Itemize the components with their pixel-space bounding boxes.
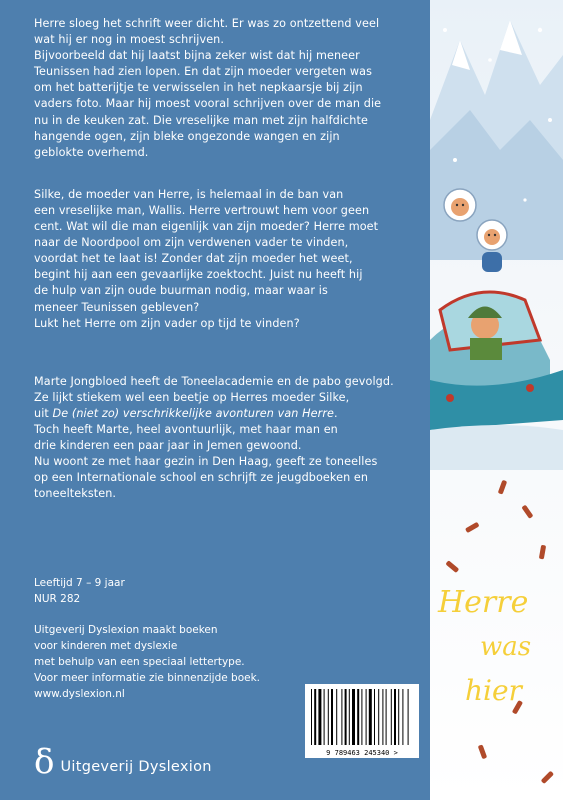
- age-range: Leeftijd 7 – 9 jaar: [34, 577, 125, 589]
- barcode-bar: [382, 689, 383, 745]
- eskimo-child-1: [444, 189, 476, 221]
- publisher-logo: [34, 742, 212, 782]
- barcode-bar: [349, 689, 350, 745]
- barcode-bar: [331, 689, 333, 745]
- delta-logo-icon: δ: [34, 742, 55, 782]
- summary-paragraph: Silke, de moeder van Herre, is helemaal in de ban van een vreselijke man, Wallis. Herre vertrouwt hem voor geen cent. Wat wil die man eigenlijk van zijn moeder? Herre moet naar de Noordpool om zijn verdwenen vader te vinden, voordat het te laat is! Zonder dat zijn moeder het weet, begint hij aan een gevaarlijke zoektocht. Juist nu heeft hij de hulp van zijn oude buurman nodig, maar waar is meneer Teunissen gebleven? Lukt het Herre om zijn vader op tijd te vinden?: [34, 187, 379, 330]
- barcode-bar: [341, 689, 342, 745]
- bio-line-1: Marte Jongbloed heeft de Toneelacademie en de pabo gevolgd.: [34, 374, 394, 388]
- publisher-info: Uitgeverij Dyslexion maakt boeken voor kinderen met dyslexie met behulp van een speciaal lettertype. Voor meer informatie zie binnenzijde boek. www.dyslexion.nl: [34, 624, 261, 700]
- barcode-graphic: [305, 684, 419, 758]
- barcode-bar: [394, 689, 396, 745]
- handwriting-word-3: hier: [465, 674, 522, 707]
- barcode-bar: [366, 689, 367, 745]
- illustration-graphic: [430, 0, 563, 800]
- handwriting-word-2: was: [480, 632, 532, 662]
- barcode-bar: [398, 689, 399, 745]
- nur-code: NUR 282: [34, 593, 81, 605]
- bio-line-2: Ze lijkt stiekem wel een beetje op Herres moeder Silke,: [34, 390, 350, 404]
- isbn-number: 9 789463 245340 >: [326, 749, 398, 757]
- bio-rest: Toch heeft Marte, heel avontuurlijk, met haar man en drie kinderen een paar jaar in Jemen gewoond. Nu woont ze met haar gezin in Den Haag, geeft ze toneelles op een Internationale school en schrijft ze jeugdboeken en toneelteksten.: [34, 422, 378, 501]
- bio-prefix: uit: [34, 406, 53, 420]
- isbn-barcode: [305, 684, 419, 758]
- barcode-bar: [328, 689, 329, 745]
- barcode-bar: [402, 689, 403, 745]
- barcode-bar: [378, 689, 379, 745]
- barcode-bar: [352, 689, 355, 745]
- barcode-bar: [357, 689, 359, 745]
- cover-illustration: [430, 0, 563, 800]
- publisher-name: Uitgeverij Dyslexion: [60, 759, 212, 775]
- back-cover-text: [34, 16, 422, 502]
- barcode-bar: [324, 689, 325, 745]
- bio-suffix: .: [334, 406, 338, 420]
- barcode-bar: [361, 689, 362, 745]
- book-title: De (niet zo) verschrikkelijke avonturen van Herre: [52, 406, 335, 420]
- barcode-bar: [336, 689, 337, 745]
- author-bio: [34, 374, 422, 503]
- barcode-bar: [314, 689, 316, 745]
- barcode-bar: [369, 689, 372, 745]
- barcode-bar: [311, 689, 312, 745]
- excerpt-paragraph: Herre sloeg het schrift weer dicht. Er was zo ontzettend veel wat hij er nog in moest schrijven. Bijvoorbeeld dat hij laatst bijna zeker wist dat hij meneer Teunissen had zien lopen. En dat zijn moeder vergeten was om het batterijtje te verwisselen in het nepkaarsje bij zijn vaders foto. Maar hij moest vooral schrijven over de man die nu in de keuken zat. Die vreselijke man met zijn halfdichte hangende ogen, zijn bleke ongezonde wangen en zijn geblokte overhemd.: [34, 17, 382, 159]
- barcode-bar: [318, 689, 321, 745]
- age-info: [34, 575, 125, 607]
- barcode-bar: [391, 689, 392, 745]
- barcode-bar: [345, 689, 347, 745]
- barcode-bar: [374, 689, 375, 745]
- handwriting-word-1: Herre: [438, 585, 529, 620]
- barcode-bar: [386, 689, 387, 745]
- barcode-bar: [408, 689, 409, 745]
